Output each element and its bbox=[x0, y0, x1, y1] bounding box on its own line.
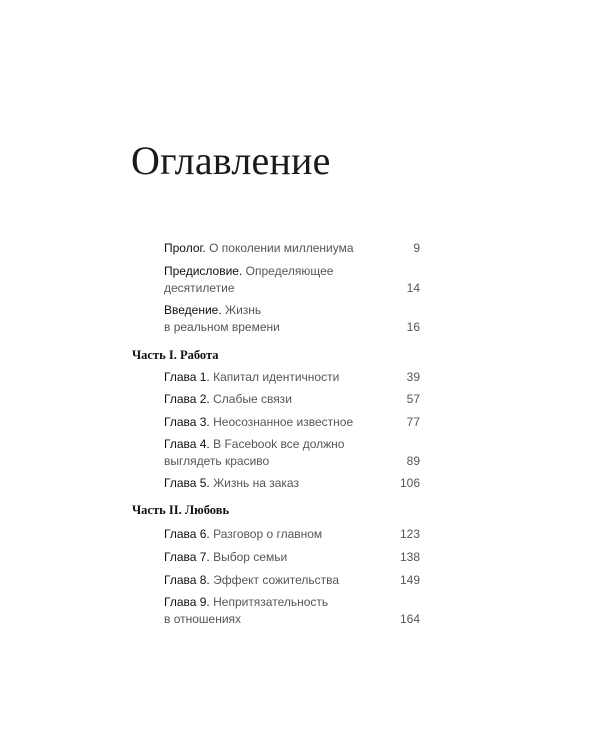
page-number: 106 bbox=[399, 476, 420, 490]
entry-label: Глава 3. bbox=[164, 415, 210, 429]
entry-label: Глава 1. bbox=[164, 370, 210, 384]
entry-label: Пролог. bbox=[164, 241, 206, 255]
entry-label: Глава 2. bbox=[164, 392, 210, 406]
page-number: 164 bbox=[399, 612, 420, 626]
entry-title: Непритязательность bbox=[209, 595, 329, 609]
entry-title: Выбор семьи bbox=[209, 550, 288, 564]
entry-title-continued: в реальном времени bbox=[164, 320, 280, 334]
entry-title-continued: десятилетие bbox=[164, 281, 235, 295]
entry-title: Слабые связи bbox=[209, 392, 292, 406]
page-number: 14 bbox=[406, 281, 420, 295]
page-number: 9 bbox=[413, 241, 420, 255]
page-number: 39 bbox=[406, 370, 420, 384]
entry-title: Капитал идентичности bbox=[209, 370, 340, 384]
entry-title-continued: в отношениях bbox=[164, 612, 242, 626]
page-number: 138 bbox=[399, 550, 420, 564]
page-title: Оглавление bbox=[131, 138, 331, 183]
page-number: 77 bbox=[406, 415, 420, 429]
page-number: 89 bbox=[406, 454, 420, 468]
page-number: 149 bbox=[399, 573, 420, 587]
toc-entry-chapter-6[interactable] bbox=[164, 526, 420, 543]
entry-title: Жизнь bbox=[221, 303, 262, 317]
page-number: 123 bbox=[399, 527, 420, 541]
page-number: 57 bbox=[406, 392, 420, 406]
toc-entry-chapter-2[interactable] bbox=[164, 391, 420, 408]
toc-entry-chapter-4[interactable] bbox=[164, 436, 420, 470]
entry-title-continued: выглядеть красиво bbox=[164, 454, 270, 468]
entry-title: Жизнь на заказ bbox=[209, 476, 299, 490]
part-heading-1[interactable]: Часть I. Работа bbox=[132, 348, 219, 362]
toc-entry-chapter-7[interactable] bbox=[164, 549, 420, 566]
entry-title: В Facebook все должно bbox=[209, 437, 345, 451]
toc-entry-chapter-9[interactable] bbox=[164, 594, 420, 628]
entry-title: Неосознанное известное bbox=[209, 415, 354, 429]
toc-entry-chapter-1[interactable] bbox=[164, 369, 420, 386]
entry-label: Глава 9. bbox=[164, 595, 210, 609]
toc-entry-introduction[interactable] bbox=[164, 302, 420, 336]
entry-label: Глава 6. bbox=[164, 527, 210, 541]
toc-entry-chapter-5[interactable] bbox=[164, 475, 420, 492]
entry-label: Глава 4. bbox=[164, 437, 210, 451]
entry-title: Определяющее bbox=[242, 264, 334, 278]
page-number: 16 bbox=[406, 320, 420, 334]
entry-label: Предисловие. bbox=[164, 264, 243, 278]
entry-title: Разговор о главном bbox=[209, 527, 323, 541]
entry-label: Глава 7. bbox=[164, 550, 210, 564]
toc-entry-chapter-3[interactable] bbox=[164, 414, 420, 431]
part-heading-2[interactable]: Часть II. Любовь bbox=[132, 503, 230, 517]
entry-label: Глава 8. bbox=[164, 573, 210, 587]
entry-label: Глава 5. bbox=[164, 476, 210, 490]
entry-title: О поколении миллениума bbox=[205, 241, 354, 255]
toc-entry-prologue[interactable] bbox=[164, 240, 420, 257]
toc-entry-chapter-8[interactable] bbox=[164, 572, 420, 589]
entry-title: Эффект сожительства bbox=[209, 573, 340, 587]
entry-label: Введение. bbox=[164, 303, 222, 317]
toc-entry-preface[interactable] bbox=[164, 263, 420, 297]
